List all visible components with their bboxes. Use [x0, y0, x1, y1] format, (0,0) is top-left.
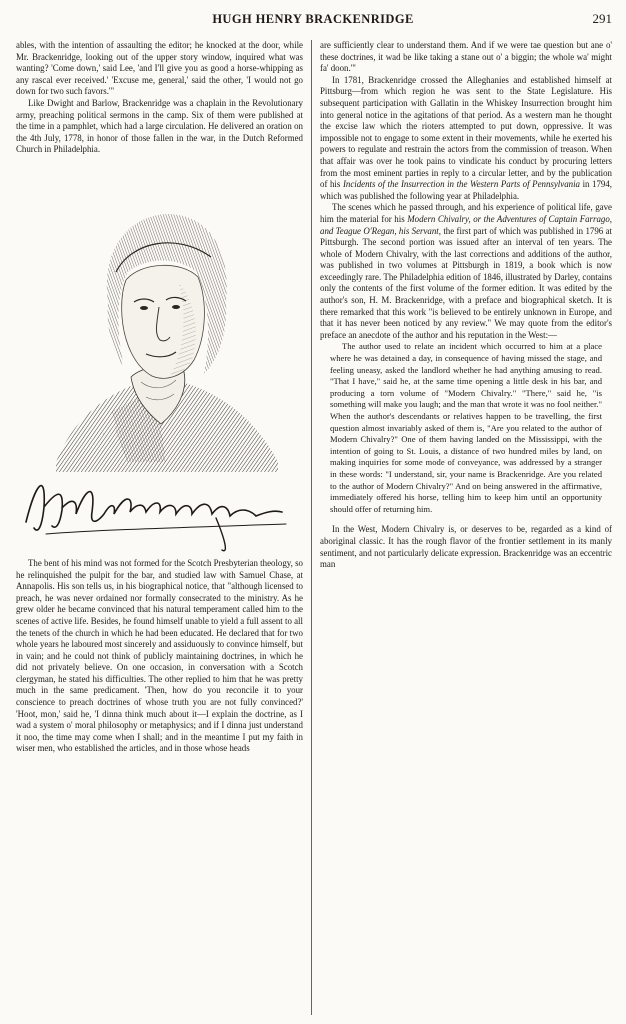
face	[122, 265, 205, 378]
chivalry-text: The scenes which he passed through, and his experience of political life, gave him the material for his	[320, 202, 612, 224]
page-number: 291	[592, 11, 612, 26]
column-divider	[311, 40, 312, 1015]
pittsburg-text-end: in 1794, which was published the following year at Philadelphia.	[320, 179, 613, 201]
paragraph-chaplain: Like Dwight and Barlow, Brackenridge was a chaplain in the Revolutionary army, preaching political sermons in the camp. Six of them were published at the time in a pamphlet, which had a large circulation. He delivered an oration on the 4th July, 1778, in honor of those fallen in the war, in the Dutch Reformed Church in Philadelphia.	[16, 97, 303, 155]
paragraph-pittsburg	[320, 75, 612, 203]
paragraph-modern-chivalry	[320, 202, 612, 341]
page-header	[0, 10, 626, 30]
running-title: HUGH HENRY BRACKENRIDGE	[212, 12, 414, 26]
chivalry-title: Modern Chivalry, or the Adventures of Captain Farrago, and Teague O'Regan, his Servant,	[320, 213, 612, 236]
paragraph-clergyman-end: are sufficiently clear to understand them. And if we were tae question but ane o' these doctrines, it wad be like taking a stane out o' a biggin; the whole wa' might fa' doon.'"	[320, 40, 612, 74]
right-column	[320, 40, 612, 571]
chivalry-text-end: the first part of which was published in 1796 at Pittsburgh. The second portion was issued after an interval of ten years. The whole of Modern Chivalry, with the last corrections and additions of the author, was published in two volumes at Pittsburgh in 1819, a book which is now exceedingly rare. The Philadelphia edition of 1846, illustrated by Darley, contains only the contents of the first volume of the former edition. It was edited by the author's son, H. M. Brackenridge, with a preface and biographical sketch. It is there remarked that this work "is believed to be entirely unknown in Europe, and that it has never been noticed by any review." We may quote from the editor's preface an anecdote of the author and his reputation in the West:—	[320, 225, 612, 340]
portrait-engraving	[16, 162, 303, 554]
paragraph-anecdote-end: ables, with the intention of assaulting the editor; he knocked at the door, while Mr. Brackenridge, looking out of the upper story window, inquired what was wanting? 'Come down,' said Lee, 'and I'll give you as good a horse-whipping as any rascal ever received.' 'Excuse me, general,' said the other, 'I would not go down for two such favors.'"	[16, 40, 303, 97]
portrait-figure	[16, 162, 303, 554]
paragraph-aboriginal-classic: In the West, Modern Chivalry is, or deserves to be, regarded as a kind of aboriginal classic. It has the rough flavor of the frontier settlement in its manly sentiment, and not particularly delicate expression. Brackenridge was an eccentric man	[320, 524, 612, 570]
left-column	[16, 40, 303, 755]
pittsburg-text: In 1781, Brackenridge crossed the Alleghanies and established himself at Pittsburg—from which region he was sent to the State Legislature. His subsequent participation with Gallatin in the Whiskey Insurrection brought him into general notice in the agitations of that period. As a western man he thought the excise law which the rioters attempted to put down, oppressive. It was impossible not to engage to some extent in their movements, while he exerted his powers to regulate and restrain the actors from the commission of treason. When that affair was over he took pains to vindicate his conduct by procuring letters from the most eminent parties in reply to a circular letter, and by the publication of his	[320, 74, 612, 190]
incidents-title: Incidents of the Insurrection in the Western Parts of Pennsylvania	[342, 179, 580, 190]
signature	[26, 486, 286, 551]
paragraph-law-career: The bent of his mind was not formed for the Scotch Presbyterian theology, so he relinquished the pulpit for the bar, and studied law with Samuel Chase, at Annapolis. His son tells us, in his biographical notice, that "although licensed to preach, he was never ordained nor formally consecrated to the ministry. As he grew older he became convinced that his natural temperament called him to the scenes of active life. Besides, he found himself unable to yield a full assent to all the tenets of the church in which he had been educated. He declared that for two whole years he laboured most sincerely and assiduously to convince himself, but in vain; and he could not think of publicly maintaining doctrines, in which he did not privately believe. On one occasion, in conversation with a Scotch clergyman, he stated his difficulties. The other replied to him that he was pretty much in the same predicament. 'Then, how do you reconcile it to your conscience to preach doctrines of whose truth you are not fully convinced?' 'Hoot, mon,' said he, 'I dinna think much about it—I explain the doctrine, as I wad a system o' moral philosophy or metaphysics; and if I dinna just understand it noo, the time may come when I shall; and in the meantime I put my faith in wiser men, who established the articles, and in those whose heads	[16, 557, 303, 754]
block-quote-anecdote: The author used to relate an incident which occurred to him at a place where he was detained a day, in consequence of having missed the stage, and feeling uneasy, asked the landlord whether he had anything amusing to read. "That I have," said he, at the same time opening a little desk in his bar, and producing a torn volume of "Modern Chivalry." "There," said he, "is something will make you laugh; and the man that wrote it was no fool neither." When the author's descendants or relatives happen to be travelling, the first question almost invariably asked of them is, "Are you related to the author of Modern Chivalry?" One of them having landed on the Mississippi, with the intention of going to St. Louis, a distance of two hundred miles by land, on making inquiries for some mode of conveyance, was addressed by a stranger in these words: "I understand, sir, your name is Brackenridge. Are you related to the author of Modern Chivalry?" And on being answered in the affirmative, immediately offered his horse, telling him to keep him until an opportunity should offer of returning him.	[330, 341, 603, 514]
